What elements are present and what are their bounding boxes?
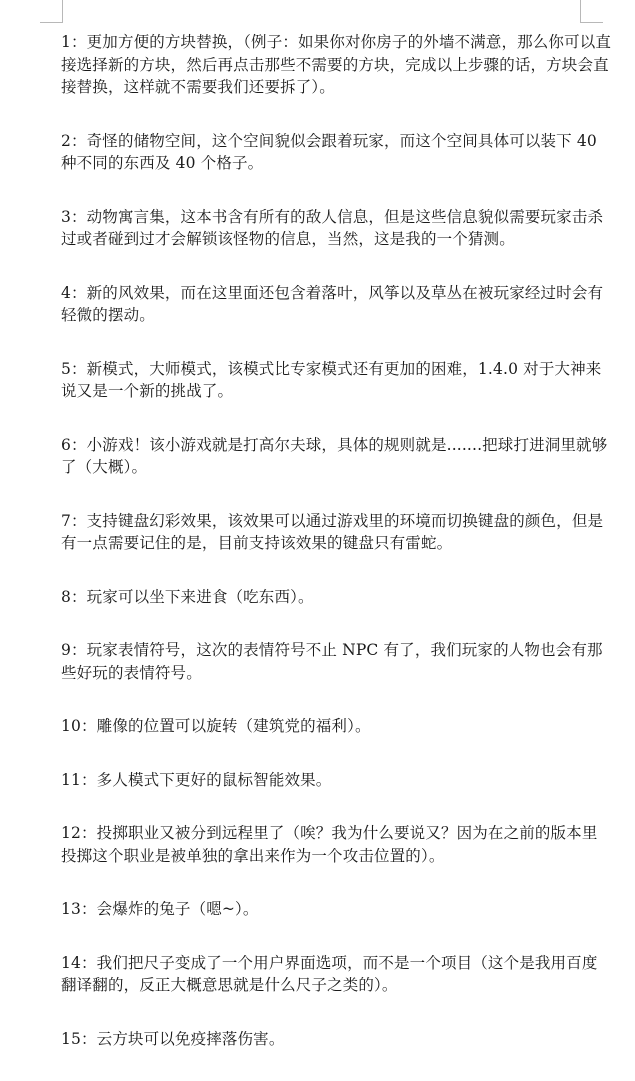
paragraph-11: 11：多人模式下更好的鼠标智能效果。	[61, 770, 332, 789]
document-body	[61, 31, 613, 1081]
paragraph-7: 7：支持键盘幻彩效果，该效果可以通过游戏里的环境而切换键盘的颜色，但是有一点需要记住的是，目前支持该效果的键盘只有雷蛇。	[61, 511, 604, 552]
paragraph-15: 15：云方块可以免疫摔落伤害。	[61, 1029, 285, 1048]
paragraph-9: 9：玩家表情符号，这次的表情符号不止 NPC 有了，我们玩家的人物也会有那些好玩的表情符号。	[61, 641, 603, 682]
paragraph-1: 1：更加方便的方块替换，（例子：如果你对你房子的外墙不满意，那么你可以直接选择新的方块，然后再点击那些不需要的方块，完成以上步骤的话，方块会直接替换，这样就不需要我们还要拆了）。	[61, 33, 612, 96]
paragraph-3: 3：动物寓言集，这本书含有所有的敌人信息，但是这些信息貌似需要玩家击杀过或者碰到过才会解锁该怪物的信息，当然，这是我的一个猜测。	[61, 207, 604, 248]
margin-corner-mark-right	[580, 0, 603, 23]
paragraph-4: 4：新的风效果，而在这里面还包含着落叶，风筝以及草丛在被玩家经过时会有轻微的摆动。	[61, 283, 604, 324]
paragraph-2: 2：奇怪的储物空间，这个空间貌似会跟着玩家，而这个空间具体可以装下 40 种不同的东西及 40 个格子。	[61, 131, 597, 172]
paragraph-14: 14：我们把尺子变成了一个用户界面选项，而不是一个项目（这个是我用百度翻译翻的，反正大概意思就是什么尺子之类的）。	[61, 953, 598, 994]
paragraph-5: 5：新模式，大师模式，该模式比专家模式还有更加的困难，1.4.0 对于大神来说又是一个新的挑战了。	[61, 359, 602, 400]
paragraph-6: 6：小游戏！该小游戏就是打高尔夫球，具体的规则就是.......把球打进洞里就够了（大概）。	[61, 435, 608, 476]
paragraph-12: 12：投掷职业又被分到远程里了（唉？我为什么要说又？因为在之前的版本里投掷这个职业是被单独的拿出来作为一个攻击位置的）。	[61, 824, 598, 865]
paragraph-13: 13：会爆炸的兔子（嗯~）。	[61, 900, 259, 918]
paragraph-8: 8：玩家可以坐下来进食（吃东西）。	[61, 587, 314, 606]
paragraph-10: 10：雕像的位置可以旋转（建筑党的福利）。	[61, 717, 371, 735]
margin-corner-mark-left	[40, 0, 63, 23]
